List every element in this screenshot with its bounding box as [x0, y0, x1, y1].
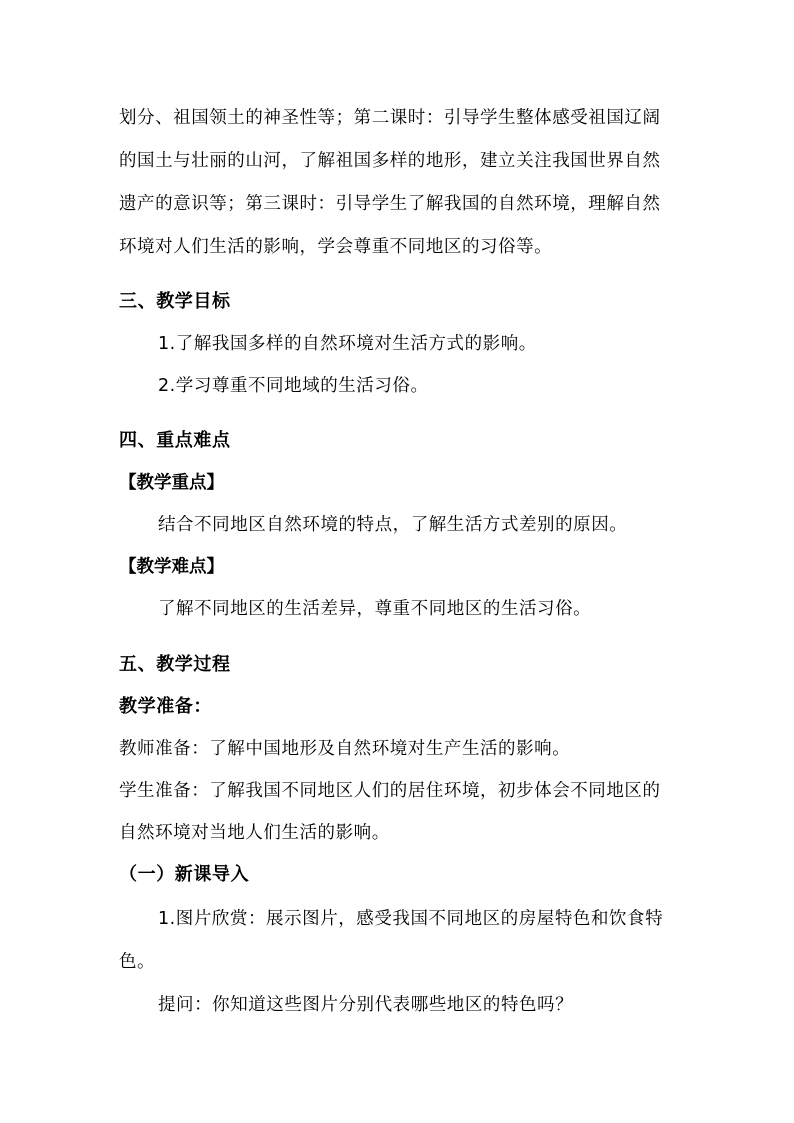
prep-label: 教学准备：	[119, 696, 212, 717]
intro-line-3: 遗产的意识等；第三课时：引导学生了解我国的自然环境，理解自然	[119, 194, 661, 214]
section-heading-objectives: 三、教学目标	[119, 291, 231, 312]
section-heading-key-points: 四、重点难点	[119, 430, 231, 451]
objective-item-1: 1.了解我国多样的自然环境对生活方式的影响。	[158, 334, 537, 354]
objective-item-2: 2.学习尊重不同地域的生活习俗。	[158, 376, 429, 396]
intro-line-4: 环境对人们生活的影响，学会尊重不同地区的习俗等。	[119, 237, 553, 257]
section-heading-process: 五、教学过程	[119, 654, 231, 675]
student-prep-line-1: 学生准备：了解我国不同地区人们的居住环境，初步体会不同地区的	[119, 781, 661, 801]
focus-text: 结合不同地区自然环境的特点，了解生活方式差别的原因。	[158, 515, 628, 535]
subsection-heading-intro: （一）新课导入	[119, 864, 250, 885]
focus-label: 【教学重点】	[119, 473, 224, 493]
intro-activity-line-1: 1.图片欣赏：展示图片，感受我国不同地区的房屋特色和饮食特	[158, 909, 664, 929]
question-text: 提问：你知道这些图片分别代表哪些地区的特色吗？	[158, 995, 574, 1015]
intro-line-2: 的国土与壮丽的山河，了解祖国多样的地形，建立关注我国世界自然	[119, 151, 661, 171]
difficulty-label: 【教学难点】	[119, 557, 224, 577]
intro-activity-line-2: 色。	[119, 952, 156, 972]
difficulty-text: 了解不同地区的生活差异，尊重不同地区的生活习俗。	[158, 599, 592, 619]
intro-line-1: 划分、祖国领土的神圣性等；第二课时：引导学生整体感受祖国辽阔	[119, 108, 661, 128]
teacher-prep: 教师准备：了解中国地形及自然环境对生产生活的影响。	[119, 739, 571, 759]
student-prep-line-2: 自然环境对当地人们生活的影响。	[119, 823, 390, 843]
